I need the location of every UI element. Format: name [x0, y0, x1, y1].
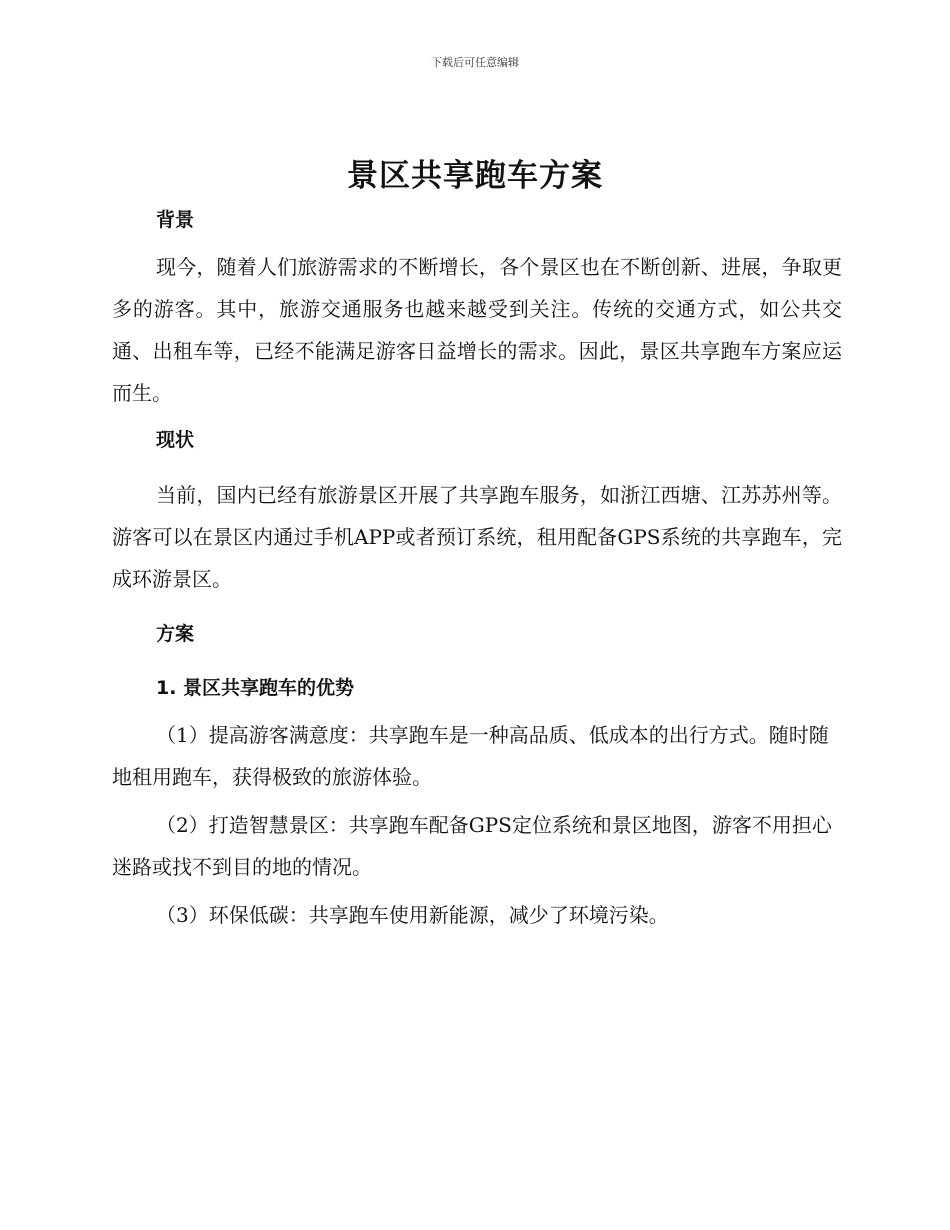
header-note: 下载后可任意编辑: [431, 56, 519, 69]
background-paragraph: 现今，随着人们旅游需求的不断增长，各个景区也在不断创新、进展，争取更多的游客。其中，旅游交通服务也越来越受到关注。传统的交通方式，如公共交通、出租车等，已经不能满足游客日益增长的需求。因此，景区共享跑车方案应运而生。: [112, 255, 842, 405]
section-heading-plan: 方案: [156, 623, 195, 645]
page-title: 景区共享跑车方案: [347, 158, 603, 194]
plan-item: （1）提高游客满意度：共享跑车是一种高品质、低成本的出行方式。随时随地租用跑车，获得极致的旅游体验。: [112, 723, 829, 789]
document-body: [112, 200, 842, 936]
section-heading-background: 背景: [156, 209, 195, 231]
plan-item: （3）环保低碳：共享跑车使用新能源，减少了环境污染。: [156, 903, 669, 927]
status-paragraph: 当前，国内已经有旅游景区开展了共享跑车服务，如浙江西塘、江苏苏州等。游客可以在景区内通过手机APP或者预订系统，租用配备GPS系统的共享跑车，完成环游景区。: [112, 483, 842, 591]
plan-subheading: 1. 景区共享跑车的优势: [156, 677, 355, 699]
section-heading-status: 现状: [156, 429, 195, 451]
plan-item: （2）打造智慧景区：共享跑车配备GPS定位系统和景区地图，游客不用担心迷路或找不到目的地的情况。: [112, 813, 832, 879]
